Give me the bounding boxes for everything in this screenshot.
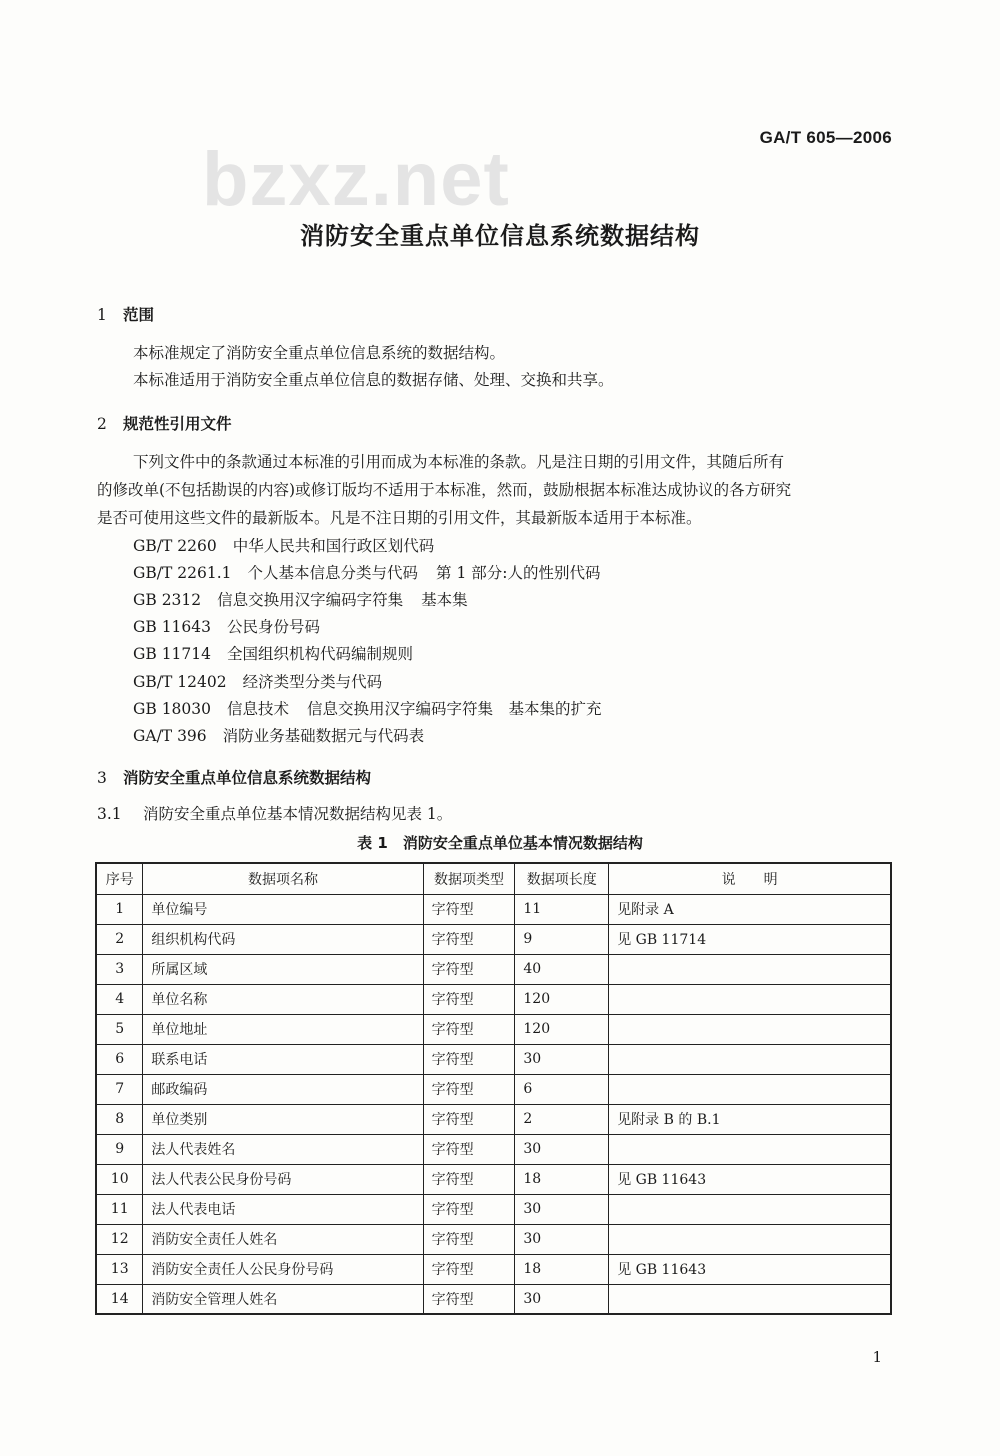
- reference-code: GB 2312: [133, 591, 202, 609]
- table-row: [96, 1224, 891, 1254]
- section-number: 1: [97, 306, 107, 324]
- description-cell: 见 GB 11643: [609, 1254, 891, 1284]
- item-name-cell: 组织机构代码: [143, 924, 423, 954]
- row-number-cell: 3: [96, 954, 143, 984]
- reference-item: [133, 615, 320, 637]
- table-row: [96, 984, 891, 1014]
- section-title: 规范性引用文件: [123, 415, 232, 433]
- description-cell: [609, 1284, 891, 1314]
- item-length-cell: 30: [515, 1044, 609, 1074]
- item-type-cell: 字符型: [423, 1074, 515, 1104]
- table-row: [96, 894, 891, 924]
- row-number-cell: 11: [96, 1194, 143, 1224]
- reference-title: 个人基本信息分类与代码: [247, 564, 419, 582]
- table-row: [96, 1044, 891, 1074]
- reference-item: [133, 588, 468, 610]
- paragraph-line: 是否可使用这些文件的最新版本。凡是不注日期的引用文件，其最新版本适用于本标准。: [97, 509, 702, 527]
- reference-subtitle: 第 1 部分:人的性别代码: [436, 564, 601, 582]
- paragraph-line: 下列文件中的条款通过本标准的引用而成为本标准的条款。凡是注日期的引用文件，其随后所有: [133, 453, 785, 471]
- item-name-cell: 消防安全责任人姓名: [143, 1224, 423, 1254]
- item-length-cell: 30: [515, 1194, 609, 1224]
- item-length-cell: 11: [515, 894, 609, 924]
- item-type-cell: 字符型: [423, 1254, 515, 1284]
- column-header: 说 明: [609, 863, 891, 894]
- table-row: [96, 924, 891, 954]
- reference-title: 全国组织机构代码编制规则: [227, 645, 414, 663]
- description-cell: 见附录 B 的 B.1: [609, 1104, 891, 1134]
- item-name-cell: 单位地址: [143, 1014, 423, 1044]
- item-name-cell: 联系电话: [143, 1044, 423, 1074]
- column-header: 数据项类型: [423, 863, 515, 894]
- reference-item: [133, 670, 382, 692]
- table-row: [96, 1164, 891, 1194]
- section-2-heading: [97, 412, 232, 434]
- item-type-cell: 字符型: [423, 1044, 515, 1074]
- section-number: 3: [97, 769, 107, 787]
- description-cell: [609, 1014, 891, 1044]
- column-header: 数据项长度: [515, 863, 609, 894]
- row-number-cell: 12: [96, 1224, 143, 1254]
- reference-title: 经济类型分类与代码: [242, 673, 383, 691]
- row-number-cell: 2: [96, 924, 143, 954]
- description-cell: [609, 1074, 891, 1104]
- reference-title: 信息交换用汉字编码字符集: [217, 591, 404, 609]
- column-header: 数据项名称: [143, 863, 423, 894]
- row-number-cell: 10: [96, 1164, 143, 1194]
- row-number-cell: 9: [96, 1134, 143, 1164]
- page-number: 1: [872, 1348, 882, 1366]
- description-cell: 见附录 A: [609, 894, 891, 924]
- reference-subtitle: 信息交换用汉字编码字符集 基本集的扩充: [307, 700, 602, 718]
- section-title: 消防安全重点单位信息系统数据结构: [123, 769, 372, 787]
- table-caption: 表 1 消防安全重点单位基本情况数据结构: [357, 834, 643, 852]
- table-row: [96, 1134, 891, 1164]
- reference-item: [133, 724, 424, 746]
- row-number-cell: 8: [96, 1104, 143, 1134]
- item-length-cell: 40: [515, 954, 609, 984]
- reference-item: [133, 561, 600, 583]
- item-length-cell: 30: [515, 1284, 609, 1314]
- item-name-cell: 单位编号: [143, 894, 423, 924]
- item-length-cell: 9: [515, 924, 609, 954]
- section-1-heading: [97, 303, 154, 325]
- reference-item: [133, 534, 434, 556]
- row-number-cell: 13: [96, 1254, 143, 1284]
- item-type-cell: 字符型: [423, 1224, 515, 1254]
- document-title: 消防安全重点单位信息系统数据结构: [300, 222, 700, 250]
- item-length-cell: 120: [515, 984, 609, 1014]
- item-length-cell: 2: [515, 1104, 609, 1134]
- reference-code: GB/T 12402: [133, 673, 227, 691]
- item-name-cell: 消防安全责任人公民身份号码: [143, 1254, 423, 1284]
- item-type-cell: 字符型: [423, 1134, 515, 1164]
- item-length-cell: 18: [515, 1164, 609, 1194]
- table-row: [96, 1074, 891, 1104]
- item-type-cell: 字符型: [423, 1164, 515, 1194]
- description-cell: [609, 1224, 891, 1254]
- reference-title: 信息技术: [227, 700, 290, 718]
- item-length-cell: 6: [515, 1074, 609, 1104]
- item-name-cell: 所属区域: [143, 954, 423, 984]
- row-number-cell: 4: [96, 984, 143, 1014]
- item-type-cell: 字符型: [423, 1104, 515, 1134]
- reference-item: [133, 642, 413, 664]
- reference-code: GB/T 2260: [133, 537, 217, 555]
- reference-code: GB 18030: [133, 700, 212, 718]
- table-row: [96, 1254, 891, 1284]
- subsection-text: 消防安全重点单位基本情况数据结构见表 1。: [143, 805, 453, 823]
- item-type-cell: 字符型: [423, 1014, 515, 1044]
- item-type-cell: 字符型: [423, 1284, 515, 1314]
- reference-title: 公民身份号码: [227, 618, 321, 636]
- watermark: bzxz.net: [202, 137, 510, 222]
- description-cell: [609, 1194, 891, 1224]
- subsection-3-1: [97, 801, 452, 828]
- column-header: 序号: [96, 863, 143, 894]
- item-type-cell: 字符型: [423, 984, 515, 1014]
- data-structure-table: [95, 862, 892, 1315]
- row-number-cell: 5: [96, 1014, 143, 1044]
- paragraph: 本标准适用于消防安全重点单位信息的数据存储、处理、交换和共享。: [133, 371, 614, 389]
- item-type-cell: 字符型: [423, 954, 515, 984]
- description-cell: [609, 954, 891, 984]
- description-cell: 见 GB 11714: [609, 924, 891, 954]
- standard-code: GA/T 605—2006: [759, 128, 892, 147]
- description-cell: [609, 1044, 891, 1074]
- table-row: [96, 1194, 891, 1224]
- item-name-cell: 法人代表电话: [143, 1194, 423, 1224]
- description-cell: 见 GB 11643: [609, 1164, 891, 1194]
- row-number-cell: 7: [96, 1074, 143, 1104]
- reference-code: GB/T 2261.1: [133, 564, 232, 582]
- subsection-number: 3.1: [97, 805, 122, 823]
- item-length-cell: 30: [515, 1134, 609, 1164]
- item-name-cell: 法人代表公民身份号码: [143, 1164, 423, 1194]
- table-header-row: [96, 863, 891, 894]
- reference-code: GB 11643: [133, 618, 212, 636]
- item-name-cell: 法人代表姓名: [143, 1134, 423, 1164]
- description-cell: [609, 984, 891, 1014]
- row-number-cell: 14: [96, 1284, 143, 1314]
- section-title: 范围: [123, 306, 155, 324]
- reference-code: GA/T 396: [133, 727, 207, 745]
- item-type-cell: 字符型: [423, 1194, 515, 1224]
- row-number-cell: 6: [96, 1044, 143, 1074]
- item-length-cell: 30: [515, 1224, 609, 1254]
- paragraph: 本标准规定了消防安全重点单位信息系统的数据结构。: [133, 344, 506, 362]
- reference-item: [133, 697, 602, 719]
- item-name-cell: 单位名称: [143, 984, 423, 1014]
- table-row: [96, 954, 891, 984]
- reference-title: 消防业务基础数据元与代码表: [222, 727, 425, 745]
- reference-title: 中华人民共和国行政区划代码: [232, 537, 435, 555]
- item-name-cell: 邮政编码: [143, 1074, 423, 1104]
- item-type-cell: 字符型: [423, 924, 515, 954]
- reference-subtitle: 基本集: [421, 591, 468, 609]
- paragraph-line: 的修改单(不包括勘误的内容)或修订版均不适用于本标准，然而，鼓励根据本标准达成协议的各方研究: [97, 481, 792, 499]
- item-length-cell: 120: [515, 1014, 609, 1044]
- section-number: 2: [97, 415, 107, 433]
- item-length-cell: 18: [515, 1254, 609, 1284]
- item-name-cell: 消防安全管理人姓名: [143, 1284, 423, 1314]
- item-name-cell: 单位类别: [143, 1104, 423, 1134]
- section-3-heading: [97, 766, 371, 788]
- item-type-cell: 字符型: [423, 894, 515, 924]
- reference-code: GB 11714: [133, 645, 212, 663]
- table-row: [96, 1014, 891, 1044]
- description-cell: [609, 1134, 891, 1164]
- row-number-cell: 1: [96, 894, 143, 924]
- table-row: [96, 1104, 891, 1134]
- table-row: [96, 1284, 891, 1314]
